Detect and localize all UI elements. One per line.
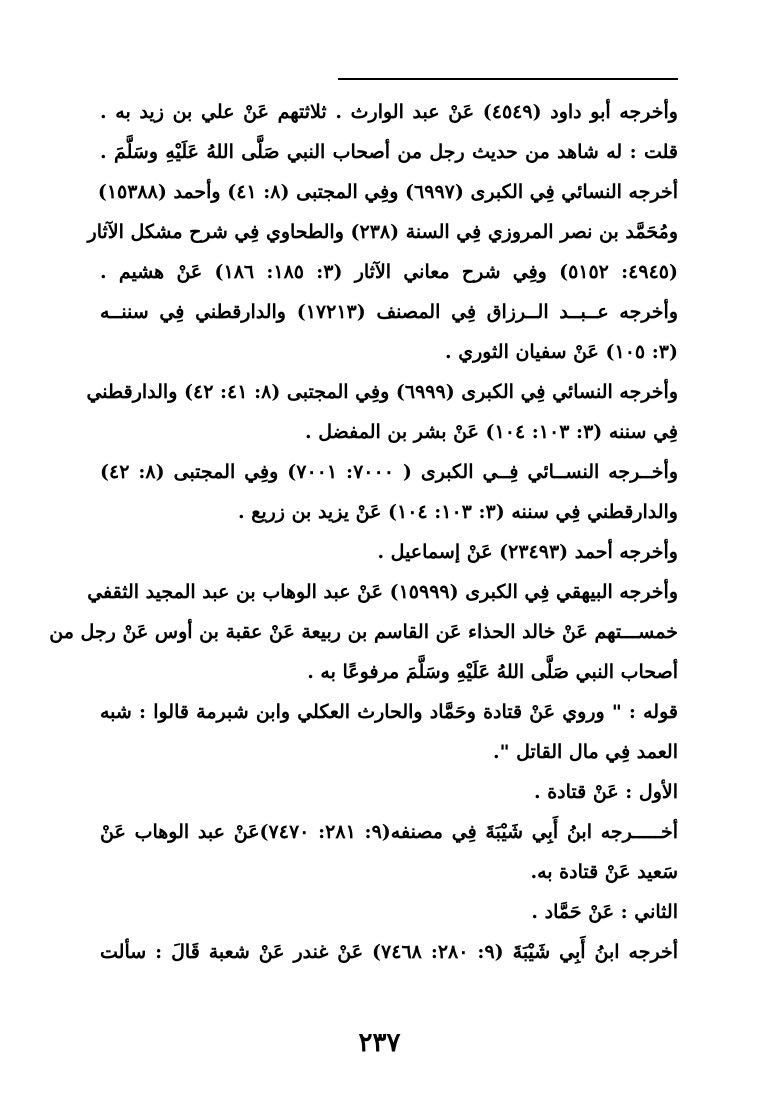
text-line: وأخرجه البيهقي فِي الكبرى (١٥٩٩٩) عَنْ عبد الوهاب بن عبد المجيد الثقفي bbox=[87, 581, 678, 603]
text-line: أصحاب النبي صَلَّى اللهُ عَلَيْهِ وسَلَّمَ مرفوعًا به . bbox=[307, 661, 678, 683]
text-line: قلت : له شاهد من حديث رجل من أصحاب النبي صَلَّى اللهُ عَلَيْهِ وسَلَّمَ . bbox=[100, 141, 678, 163]
text-line: وأخرجه عــبــد الــرزاق فِي المصنف (١٧٢١٣) والدارقطني فِي سننــه bbox=[100, 301, 678, 323]
text-line: الأول : عَنْ قتادة . bbox=[533, 781, 678, 803]
text-line: قوله : " وروي عَنْ قتادة وحَمَّاد والحارث العكلي وابن شبرمة قالوا : شبه bbox=[100, 701, 678, 723]
page-number: ٢٣٧ bbox=[358, 1028, 401, 1058]
text-line: ومُحَمَّد بن نصر المروزي فِي السنة (٢٣٨) والطحاوي فِي شرح مشكل الآثار bbox=[87, 221, 678, 243]
body-text bbox=[49, 92, 679, 972]
text-line: وأخرجه أبو داود (٤٥٤٩) عَنْ عبد الوارث . ثلاثتهم عَنْ علي بن زيد به . bbox=[100, 101, 678, 123]
text-line: (٣: ١٠٥) عَنْ سفيان الثوري . bbox=[444, 341, 678, 363]
text-line: (٤٩٤٥: ٥١٥٢) وفِي شرح معاني الآثار (٣: ١٨٥: ١٨٦) عَنْ هشيم . bbox=[100, 261, 678, 283]
text-line: وأخرجه النسائي فِي الكبرى (٦٩٩٩) وفِي المجتبى (٨: ٤١: ٤٢) والدارقطني bbox=[86, 381, 678, 403]
text-line: الثاني : عَنْ حَمَّاد . bbox=[531, 901, 678, 923]
text-line: أخـــــرجه ابنُ أَبِي شَيْبَةَ فِي مصنفه(٩: ٢٨١: ٧٤٧٠)عَنْ عبد الوهاب عَنْ bbox=[100, 821, 679, 843]
header-rule bbox=[338, 78, 678, 80]
text-line: أخرجه ابنُ أَبِي شَيْبَةَ (٩: ٢٨٠: ٧٤٦٨) عَنْ غندر عَنْ شعبة قَالَ : سألت bbox=[100, 941, 678, 963]
text-line: خمســـتهم عَنْ خالد الحذاء عَن القاسم بن ربيعة عَنْ عقبة بن أوس عَنْ رجل من bbox=[49, 621, 678, 643]
text-line: أخرجه النسائي فِي الكبرى (٦٩٩٧) وفِي المجتبى (٨: ٤١) وأحمد (١٥٣٨٨) bbox=[97, 181, 678, 203]
text-line: العمد فِي مال القاتل ". bbox=[493, 741, 678, 763]
text-line: والدارقطني فِي سننه (٣: ١٠٣: ١٠٤) عَنْ يزيد بن زريع . bbox=[237, 501, 678, 523]
text-line: وأخرجه أحمد (٢٣٤٩٣) عَنْ إسماعيل . bbox=[377, 541, 678, 563]
text-line: فِي سننه (٣: ١٠٣: ١٠٤) عَنْ بشر بن المفضل . bbox=[305, 421, 678, 443]
text-line: سَعيد عَنْ قتادة به. bbox=[530, 861, 678, 883]
text-line: وأخــرجه النســائي فِــي الكبرى ( ٧٠٠٠: ٧٠٠١) وفِي المجتبى (٨: ٤٢) bbox=[100, 461, 678, 483]
